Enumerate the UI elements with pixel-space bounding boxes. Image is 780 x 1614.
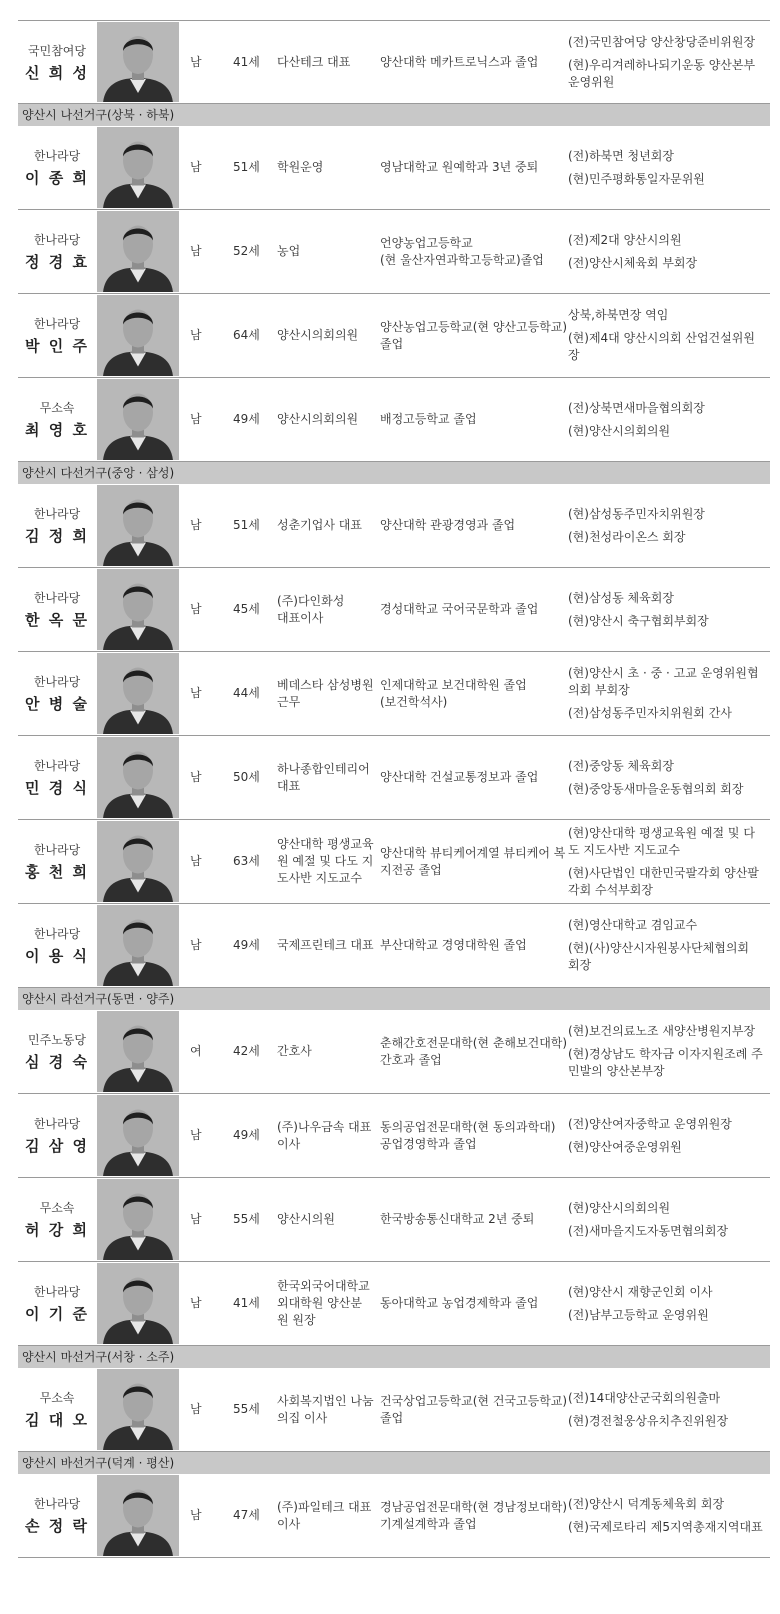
career-item: (전)삼성동주민자치위원회 간사 bbox=[568, 706, 732, 720]
candidate-occupation bbox=[277, 736, 379, 819]
career-item: (전)상북면새마을협의회장 bbox=[568, 400, 705, 415]
career-item: (현)경상남도 학자금 이자지원조례 주민발의 양산본부장 bbox=[568, 1047, 763, 1078]
candidate-name: 박 인 주 bbox=[25, 337, 89, 355]
candidate-occupation bbox=[277, 484, 379, 567]
education-line: (현 울산자연과학고등학교)졸업 bbox=[380, 252, 544, 267]
education-line: 부산대학교 경영대학원 졸업 bbox=[380, 938, 527, 952]
education-line: 동아대학교 농업경제학과 졸업 bbox=[380, 1296, 539, 1310]
occupation-line: (주)다인화성 bbox=[277, 593, 345, 608]
candidate-education bbox=[380, 378, 570, 461]
education-line: 한국방송통신대학교 2년 중퇴 bbox=[380, 1212, 535, 1226]
candidate-education bbox=[380, 126, 570, 209]
candidate-age: 47세 bbox=[233, 1508, 260, 1522]
candidate-education bbox=[380, 1010, 570, 1093]
candidate-sex: 남 bbox=[190, 770, 202, 784]
table-row bbox=[18, 378, 770, 462]
candidate-occupation bbox=[277, 210, 379, 293]
candidate-sex: 남 bbox=[190, 412, 202, 426]
occupation-line: 양산시의회의원 bbox=[277, 328, 359, 342]
party-name: 한나라당 bbox=[33, 591, 81, 605]
career-item: (현)경전철웅상유치추진위원장 bbox=[568, 1413, 729, 1428]
occupation-line: 베데스타 삼성병원 bbox=[277, 677, 374, 692]
candidate-education bbox=[380, 820, 570, 903]
district-header: 양산시 나선거구(상북 · 하북) bbox=[18, 104, 770, 126]
candidate-name-cell bbox=[18, 21, 96, 103]
table-row bbox=[18, 1094, 770, 1178]
candidate-name: 심 경 숙 bbox=[25, 1053, 89, 1071]
portrait-photo-icon bbox=[97, 737, 179, 818]
candidate-career bbox=[568, 1094, 764, 1177]
career-item: (전)새마을지도자동면협의회장 bbox=[568, 1223, 729, 1238]
occupation-line: 하나종합인테리어 bbox=[277, 761, 370, 776]
candidate-name-cell bbox=[18, 652, 96, 735]
education-line: 언양농업고등학교 bbox=[380, 235, 473, 250]
party-name: 민주노동당 bbox=[28, 1033, 86, 1047]
candidate-photo bbox=[97, 379, 179, 460]
candidate-sex: 남 bbox=[190, 1128, 202, 1142]
occupation-line: 양산시의회의원 bbox=[277, 412, 359, 426]
candidate-name: 홍 천 희 bbox=[25, 863, 89, 881]
education-line: (보건학석사) bbox=[380, 694, 448, 709]
education-line: 공업경영학과 졸업 bbox=[380, 1136, 477, 1151]
candidate-career bbox=[568, 820, 764, 903]
candidate-occupation bbox=[277, 378, 379, 461]
candidate-sex: 남 bbox=[190, 854, 202, 868]
candidate-career bbox=[568, 126, 764, 209]
candidate-photo bbox=[97, 127, 179, 208]
candidate-career bbox=[568, 1262, 764, 1345]
candidate-education bbox=[380, 568, 570, 651]
candidate-occupation bbox=[277, 21, 379, 103]
portrait-photo-icon bbox=[97, 127, 179, 208]
candidate-education bbox=[380, 210, 570, 293]
occupation-line: (주)파일테크 대표 bbox=[277, 1499, 372, 1514]
candidate-photo bbox=[97, 737, 179, 818]
occupation-line: 성춘기업사 대표 bbox=[277, 518, 362, 532]
candidate-career bbox=[568, 1178, 764, 1261]
candidate-name-cell bbox=[18, 484, 96, 567]
candidate-career bbox=[568, 21, 764, 103]
occupation-line: 국제프린테크 대표 bbox=[277, 938, 374, 952]
candidate-sex: 남 bbox=[190, 244, 202, 258]
candidate-photo bbox=[97, 1369, 179, 1450]
education-line: 영남대학교 원예학과 3년 중퇴 bbox=[380, 160, 539, 174]
candidate-occupation bbox=[277, 652, 379, 735]
candidate-age: 44세 bbox=[233, 686, 260, 700]
candidate-occupation bbox=[277, 126, 379, 209]
education-line: 양산대학 건설교통정보과 졸업 bbox=[380, 770, 539, 784]
candidate-career bbox=[568, 736, 764, 819]
candidate-occupation bbox=[277, 1262, 379, 1345]
table-row bbox=[18, 820, 770, 904]
portrait-photo-icon bbox=[97, 295, 179, 376]
table-row bbox=[18, 568, 770, 652]
candidate-name: 정 경 효 bbox=[25, 253, 89, 271]
candidate-name-cell bbox=[18, 1262, 96, 1345]
candidate-career bbox=[568, 652, 764, 735]
education-line: 양산대학 관광경영과 졸업 bbox=[380, 518, 516, 532]
candidate-occupation bbox=[277, 1010, 379, 1093]
candidate-age: 63세 bbox=[233, 854, 260, 868]
table-row bbox=[18, 126, 770, 210]
candidate-occupation bbox=[277, 820, 379, 903]
career-item: (현)민주평화통일자문위원 bbox=[568, 171, 705, 186]
candidate-name-cell bbox=[18, 820, 96, 903]
candidate-name: 손 정 락 bbox=[25, 1517, 89, 1535]
district-header: 양산시 다선거구(중앙 · 삼성) bbox=[18, 462, 770, 484]
candidate-education bbox=[380, 1094, 570, 1177]
candidate-photo bbox=[97, 653, 179, 734]
candidate-education bbox=[380, 736, 570, 819]
candidate-career bbox=[568, 210, 764, 293]
candidate-name: 최 영 호 bbox=[25, 421, 89, 439]
candidate-name: 민 경 식 bbox=[25, 779, 89, 797]
candidate-name: 김 삼 영 bbox=[25, 1137, 89, 1155]
party-name: 한나라당 bbox=[33, 1285, 81, 1299]
party-name: 한나라당 bbox=[33, 1117, 81, 1131]
occupation-line: 의집 이사 bbox=[277, 1410, 328, 1425]
career-item: (현)사단법인 대한민국팔각회 양산팔각회 수석부회장 bbox=[568, 865, 759, 897]
candidate-age: 41세 bbox=[233, 1296, 260, 1310]
candidate-name: 안 병 술 bbox=[25, 695, 89, 713]
candidate-name-cell bbox=[18, 1474, 96, 1557]
portrait-photo-icon bbox=[97, 569, 179, 650]
party-name: 국민참여당 bbox=[28, 43, 86, 58]
candidate-sex: 남 bbox=[190, 54, 202, 69]
candidate-name: 이 종 희 bbox=[25, 169, 89, 187]
education-line: 건국상업고등학교(현 건국고등학교) bbox=[380, 1393, 568, 1408]
occupation-line: 원 예절 및 다도 지 bbox=[277, 854, 374, 868]
portrait-photo-icon bbox=[97, 485, 179, 566]
candidate-career bbox=[568, 904, 764, 987]
party-name: 한나라당 bbox=[33, 927, 81, 941]
career-item: (현)양산시 초 · 중 · 고교 운영위원협의회 부회장 bbox=[568, 666, 759, 697]
education-line: 경남공업전문대학(현 경남정보대학) bbox=[380, 1499, 568, 1514]
candidate-age: 45세 bbox=[233, 602, 260, 616]
career-item: (전)양산시 덕계동체육회 회장 bbox=[568, 1496, 725, 1511]
occupation-line: (주)나우금속 대표 bbox=[277, 1119, 372, 1134]
career-item: (현)양산시의회의원 bbox=[568, 423, 671, 438]
candidate-age: 49세 bbox=[233, 412, 260, 426]
education-line: 간호과 졸업 bbox=[380, 1052, 442, 1067]
candidate-age: 55세 bbox=[233, 1212, 260, 1226]
candidate-photo bbox=[97, 1011, 179, 1092]
candidate-photo bbox=[97, 905, 179, 986]
party-name: 한나라당 bbox=[33, 233, 81, 247]
candidate-occupation bbox=[277, 904, 379, 987]
candidate-sex: 남 bbox=[190, 602, 202, 616]
candidate-age: 49세 bbox=[233, 1128, 260, 1142]
candidate-sex: 남 bbox=[190, 938, 202, 952]
occupation-line: 대표이사 bbox=[277, 610, 324, 625]
candidate-sex: 남 bbox=[190, 328, 202, 342]
portrait-photo-icon bbox=[97, 1369, 179, 1450]
occupation-line: 학원운영 bbox=[277, 160, 324, 174]
career-item: (전)남부고등학교 운영위원 bbox=[568, 1307, 709, 1322]
candidate-photo bbox=[97, 295, 179, 376]
candidate-name: 한 옥 문 bbox=[25, 611, 89, 629]
career-item: (현)삼성동주민자치위원장 bbox=[568, 506, 705, 521]
candidate-name-cell bbox=[18, 210, 96, 293]
candidate-education bbox=[380, 484, 570, 567]
candidate-name: 허 강 희 bbox=[25, 1221, 89, 1239]
district-header: 양산시 라선거구(동면 · 양주) bbox=[18, 988, 770, 1010]
career-item: (현)중앙동새마을운동협의회 회장 bbox=[568, 781, 744, 796]
occupation-line: 근무 bbox=[277, 694, 301, 709]
occupation-line: 간호사 bbox=[277, 1044, 312, 1058]
occupation-line: 농업 bbox=[277, 244, 301, 258]
candidate-name: 이 기 준 bbox=[25, 1305, 89, 1323]
education-line: 경성대학교 국어국문학과 졸업 bbox=[380, 602, 539, 616]
candidate-occupation bbox=[277, 1368, 379, 1451]
district-header: 양산시 마선거구(서창 · 소주) bbox=[18, 1346, 770, 1368]
education-line: 기계설계학과 졸업 bbox=[380, 1516, 477, 1531]
occupation-line: 도사반 지도교수 bbox=[277, 871, 362, 885]
career-item: (전)하북면 청년회장 bbox=[568, 148, 674, 163]
table-row bbox=[18, 1262, 770, 1346]
table-row bbox=[18, 1474, 770, 1558]
district-header: 양산시 바선거구(덕계 · 평산) bbox=[18, 1452, 770, 1474]
career-item: (현)천성라이온스 회장 bbox=[568, 529, 686, 544]
career-item: 상북,하북면장 역임 bbox=[568, 308, 669, 322]
portrait-photo-icon bbox=[97, 211, 179, 292]
portrait-photo-icon bbox=[97, 1011, 179, 1092]
occupation-line: 다산테크 대표 bbox=[277, 54, 351, 69]
candidate-photo bbox=[97, 1475, 179, 1556]
career-item: (전)중앙동 체육회장 bbox=[568, 758, 674, 773]
party-name: 한나라당 bbox=[33, 317, 81, 331]
career-item: (현)삼성동 체육회장 bbox=[568, 590, 674, 605]
education-line: 양산대학 뷰티케어계열 뷰티케어 복 bbox=[380, 845, 566, 860]
table-row bbox=[18, 652, 770, 736]
candidate-sex: 남 bbox=[190, 1508, 202, 1522]
table-row bbox=[18, 294, 770, 378]
table-row bbox=[18, 1368, 770, 1452]
candidate-career bbox=[568, 1368, 764, 1451]
table-row bbox=[18, 21, 770, 104]
occupation-line: 원 원장 bbox=[277, 1313, 316, 1327]
career-item: (현)제4대 양산시의회 산업건설위원장 bbox=[568, 331, 755, 362]
portrait-photo-icon bbox=[97, 1475, 179, 1556]
occupation-line: 한국외국어대학교 bbox=[277, 1279, 370, 1293]
education-line: 양산농업고등학교(현 양산고등학교) bbox=[380, 319, 568, 334]
candidate-occupation bbox=[277, 568, 379, 651]
career-item: (현)양산시 축구협회부회장 bbox=[568, 613, 709, 628]
candidate-career bbox=[568, 568, 764, 651]
candidate-career bbox=[568, 1010, 764, 1093]
education-line: 춘해간호전문대학(현 춘해보건대학) bbox=[380, 1035, 568, 1050]
table-row bbox=[18, 484, 770, 568]
career-item: (현)(사)양산시자원봉사단체협의회 회장 bbox=[568, 941, 750, 972]
career-item: (전)국민참여당 양산창당준비위원장 bbox=[568, 34, 756, 49]
candidate-name-cell bbox=[18, 1010, 96, 1093]
table-row bbox=[18, 1178, 770, 1262]
candidate-sex: 남 bbox=[190, 518, 202, 532]
party-name: 무소속 bbox=[39, 401, 75, 415]
portrait-photo-icon bbox=[97, 653, 179, 734]
career-item: (현)양산여중운영위원 bbox=[568, 1139, 682, 1154]
occupation-line: 이사 bbox=[277, 1136, 301, 1151]
party-name: 한나라당 bbox=[33, 843, 81, 857]
candidate-age: 42세 bbox=[233, 1044, 260, 1058]
table-row bbox=[18, 1010, 770, 1094]
occupation-line: 대표 bbox=[277, 778, 301, 793]
education-line: 배정고등학교 졸업 bbox=[380, 412, 477, 426]
education-line: 동의공업전문대학(현 동의과학대) bbox=[380, 1119, 556, 1134]
candidate-education bbox=[380, 294, 570, 377]
candidate-name-cell bbox=[18, 294, 96, 377]
party-name: 한나라당 bbox=[33, 1497, 81, 1511]
education-line: 졸업 bbox=[380, 1410, 404, 1425]
candidate-photo bbox=[97, 22, 179, 102]
table-row bbox=[18, 904, 770, 988]
occupation-line: 외대학원 양산분 bbox=[277, 1296, 362, 1310]
portrait-photo-icon bbox=[97, 905, 179, 986]
candidate-photo bbox=[97, 1095, 179, 1176]
occupation-line: 양산시의원 bbox=[277, 1212, 335, 1226]
candidate-occupation bbox=[277, 1094, 379, 1177]
candidate-education bbox=[380, 1474, 570, 1557]
candidate-name: 이 용 식 bbox=[25, 947, 89, 965]
candidate-age: 49세 bbox=[233, 938, 260, 952]
candidate-name-cell bbox=[18, 1094, 96, 1177]
candidate-photo bbox=[97, 569, 179, 650]
occupation-line: 양산대학 평생교육 bbox=[277, 837, 374, 851]
candidate-education bbox=[380, 904, 570, 987]
candidate-name-cell bbox=[18, 1368, 96, 1451]
candidate-name-cell bbox=[18, 378, 96, 461]
career-item: (전)양산여자중학교 운영위원장 bbox=[568, 1116, 732, 1131]
portrait-photo-icon bbox=[97, 821, 179, 902]
candidate-age: 51세 bbox=[233, 160, 260, 174]
party-name: 한나라당 bbox=[33, 149, 81, 163]
candidate-age: 55세 bbox=[233, 1402, 260, 1416]
candidate-name-cell bbox=[18, 568, 96, 651]
career-item: (현)보건의료노조 새양산병원지부장 bbox=[568, 1024, 756, 1038]
education-line: 지전공 졸업 bbox=[380, 862, 442, 877]
education-line: 인제대학교 보건대학원 졸업 bbox=[380, 677, 527, 692]
candidate-name-cell bbox=[18, 736, 96, 819]
candidate-photo bbox=[97, 1263, 179, 1344]
candidate-photo bbox=[97, 821, 179, 902]
candidate-sex: 남 bbox=[190, 1212, 202, 1226]
candidate-sex: 남 bbox=[190, 160, 202, 174]
candidate-age: 50세 bbox=[233, 770, 260, 784]
party-name: 무소속 bbox=[39, 1391, 75, 1405]
occupation-line: 사회복지법인 나눔 bbox=[277, 1393, 374, 1408]
candidate-age: 64세 bbox=[233, 328, 260, 342]
party-name: 무소속 bbox=[39, 1201, 75, 1215]
career-item: (현)양산시 재향군인회 이사 bbox=[568, 1284, 713, 1299]
candidate-career bbox=[568, 294, 764, 377]
candidate-education bbox=[380, 1368, 570, 1451]
career-item: (현)양산대학 평생교육원 예절 및 다도 지도사반 지도교수 bbox=[568, 825, 755, 857]
candidate-occupation bbox=[277, 1178, 379, 1261]
candidate-sex: 남 bbox=[190, 686, 202, 700]
portrait-photo-icon bbox=[97, 379, 179, 460]
candidate-occupation bbox=[277, 1474, 379, 1557]
candidate-career bbox=[568, 1474, 764, 1557]
career-item: (현)영산대학교 겸임교수 bbox=[568, 918, 698, 932]
candidate-age: 52세 bbox=[233, 244, 260, 258]
party-name: 한나라당 bbox=[33, 759, 81, 773]
party-name: 한나라당 bbox=[33, 675, 81, 689]
candidate-age: 51세 bbox=[233, 518, 260, 532]
table-row bbox=[18, 210, 770, 294]
candidate-education bbox=[380, 1178, 570, 1261]
candidate-name: 신 희 성 bbox=[25, 63, 89, 82]
candidate-name: 김 대 오 bbox=[25, 1411, 89, 1429]
career-item: (현)우리겨레하나되기운동 양산본부 운영위원 bbox=[568, 57, 756, 89]
candidate-occupation bbox=[277, 294, 379, 377]
candidate-sex: 여 bbox=[190, 1044, 202, 1058]
candidate-education bbox=[380, 1262, 570, 1345]
portrait-photo-icon bbox=[97, 1095, 179, 1176]
career-item: (현)양산시의회의원 bbox=[568, 1200, 671, 1215]
candidate-name-cell bbox=[18, 126, 96, 209]
career-item: (전)제2대 양산시의원 bbox=[568, 232, 682, 247]
portrait-photo-icon bbox=[97, 22, 179, 102]
table-row bbox=[18, 736, 770, 820]
candidate-photo bbox=[97, 211, 179, 292]
candidate-name-cell bbox=[18, 1178, 96, 1261]
party-name: 한나라당 bbox=[33, 507, 81, 521]
occupation-line: 이사 bbox=[277, 1516, 301, 1531]
education-line: 졸업 bbox=[380, 336, 404, 351]
candidate-photo bbox=[97, 1179, 179, 1260]
portrait-photo-icon bbox=[97, 1263, 179, 1344]
candidate-photo bbox=[97, 485, 179, 566]
candidate-name: 김 정 희 bbox=[25, 527, 89, 545]
education-line: 양산대학 메카트로닉스과 졸업 bbox=[380, 54, 539, 69]
candidate-sex: 남 bbox=[190, 1296, 202, 1310]
candidate-career bbox=[568, 484, 764, 567]
candidate-sex: 남 bbox=[190, 1402, 202, 1416]
candidate-education bbox=[380, 21, 570, 103]
candidate-name-cell bbox=[18, 904, 96, 987]
candidate-education bbox=[380, 652, 570, 735]
career-item: (전)양산시체육회 부회장 bbox=[568, 255, 698, 270]
candidate-age: 41세 bbox=[233, 54, 260, 69]
career-item: (전)14대양산군국회의원출마 bbox=[568, 1390, 721, 1405]
candidate-career bbox=[568, 378, 764, 461]
portrait-photo-icon bbox=[97, 1179, 179, 1260]
career-item: (현)국제로타리 제5지역총재지역대표 bbox=[568, 1519, 763, 1534]
